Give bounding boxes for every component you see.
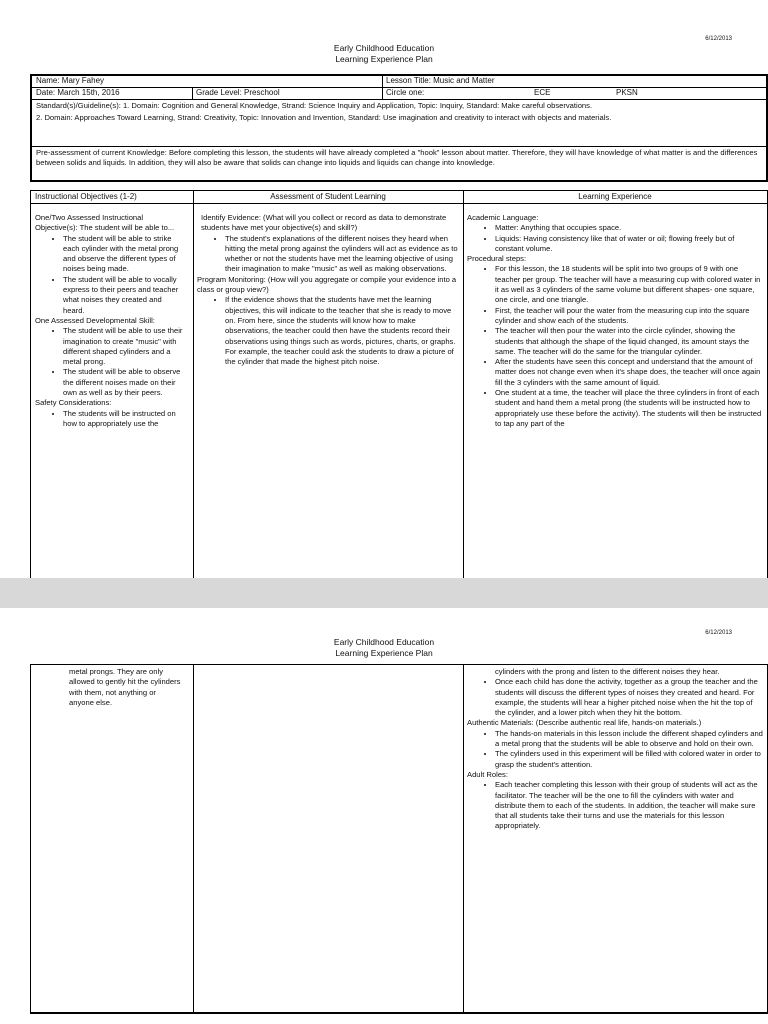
list-item: • The student will be able to observe the different noises made on their own as well as by their peers. [63,367,185,398]
page-2 [0,608,768,1024]
list-item: • The students will be instructed on how to appropriately use the [63,409,185,430]
standard-1: Standard(s)/Guideline(s): 1. Domain: Cognition and General Knowledge, Strand: Science Inquiry and Application, Topic: Inquiry, Standard: Make careful observations. [36,101,593,110]
circle-option-ece[interactable]: ECE [534,88,551,97]
developmental-skill-list [35,326,185,398]
lesson-table-continued [30,664,768,1014]
procedural-steps-list [467,677,763,718]
document-title: Early Childhood Education [333,43,435,53]
list-item: • The hands-on materials in this lesson include the different shaped cylinders and a metal prong that the students will be able to observe and hold on their own. [495,729,763,750]
lesson-table [30,190,768,578]
header-learning-experience: Learning Experience [578,192,652,201]
learning-experience-continued [467,667,763,832]
circle-option-pksn[interactable]: PKSN [616,88,638,97]
list-item: • Each teacher completing this lesson with their group of students will act as the facilitator. The teacher will be the one to fill the cylinders with water and distribute them to each of the students. In addition, the teacher will make sure that all students take their turns and use the materials for this lesson appropriately. [495,780,763,831]
header-objectives: Instructional Objectives (1-2) [35,192,137,201]
list-item: • The student's explanations of the different noises they heard when hitting the metal prong against the cylinders will act as evidence as to whether or not the students have met the learning objective of using their imagination to make "music" as well as making observations. [225,234,459,275]
developmental-skill-heading: One Assessed Developmental Skill: [35,315,155,325]
procedural-continued: cylinders with the prong and listen to the different noises they hear. [495,667,720,676]
standard-2: 2. Domain: Approaches Toward Learning, Strand: Creativity, Topic: Innovation and Invention, Standard: Use imagination and creativity to interact with objects and materials. [36,113,612,123]
list-item: • The cylinders used in this experiment will be filled with colored water in order to grasp the student's attention. [495,749,763,770]
list-item: • After the students have seen this concept and understand that the amount of matter does not change even when it's shape does, the teacher will once again fill the 3 cylinders with the same amount of liquid. [495,357,763,388]
identify-evidence-list [197,234,459,275]
procedural-steps-heading: Procedural steps: [467,254,527,264]
date-field: Date: March 15th, 2016 [36,88,120,97]
circle-one-label: Circle one: [386,88,425,97]
standards-row [32,100,766,147]
list-item: • The teacher will then pour the water into the circle cylinder, showing the students that although the shape of the liquid changed, its amount stays the same. The teacher will do the same for the triangular cylinder. [495,326,763,357]
info-row-2 [32,88,766,100]
authentic-materials-list [467,729,763,770]
safety-continued: metal prongs. They are only allowed to gently hit the cylinders with them, not anything or anyone else. [69,667,181,707]
document-title: Early Childhood Education [333,637,435,647]
list-item: • The student will be able to vocally express to their peers and teacher what noises they created and heard. [63,275,185,316]
list-item: • The student will be able to use their imagination to create "music" with different shaped cylinders and a metal prong. [63,326,185,367]
list-item: • Once each child has done the activity, together as a group the teacher and the students will discuss the different types of noises they created and heard. For example, the students will hear a higher pitched noise when the hit the top of the cylinder, and a lower pitch when they hit the bottom. [495,677,763,718]
grade-level-field: Grade Level: Preschool [196,88,280,97]
academic-language-list [467,223,763,254]
preassessment-field: Pre-assessment of current Knowledge: Before completing this lesson, the students will have already completed a "hook" lesson about matter. Therefore, they will have knowledge of what matter is and the differences between solids and liquids. In addition, they will also be aware that solids can change into liquids and liquids can change into knowledge. [36,148,758,168]
document-subtitle: Learning Experience Plan [335,54,433,64]
header-assessment: Assessment of Student Learning [270,192,386,201]
assessment-column [197,213,459,367]
authentic-materials-heading: Authentic Materials: (Describe authentic real life, hands-on materials.) [467,718,702,728]
assessed-objective-heading: One/Two Assessed Instructional Objective(s): The student will be able to... [35,213,175,233]
info-row-1 [32,76,766,88]
lesson-title-field: Lesson Title: Music and Matter [386,76,495,85]
list-item: • The student will be able to strike each cylinder with the metal prong and observe the different types of noises being made. [63,234,185,275]
identify-evidence-heading: Identify Evidence: (What will you collect or record as data to demonstrate students have met your objective(s) and skill?) [201,213,447,233]
list-item: • One student at a time, the teacher will place the three cylinders in front of each student and hand them a metal prong (the students will be instructed how to appropriately use these before the activity). The students will then be instructed to tap any part of the [495,388,763,429]
list-item: • First, the teacher will pour the water from the measuring cup into the square cylinder and show each of the students. [495,306,763,327]
name-field: Name: Mary Fahey [36,76,105,85]
assessed-objective-list [35,234,185,316]
safety-heading: Safety Considerations: [35,398,112,408]
academic-language-heading: Academic Language: [467,213,539,222]
safety-list [35,409,185,430]
program-monitoring-heading: Program Monitoring: (How will you aggregate or compile your evidence into a class or group view?) [197,274,457,295]
list-item: • If the evidence shows that the students have met the learning objectives, this will indicate to the teacher that she is ready to move on. From here, since the students will know how to make observations, the teacher could then have the students record their observations using things such as words, pictures, charts, or graphs. For example, the teacher could ask the students to draw a picture of the cylinder that made the highest pitch noise. [225,295,459,367]
objectives-column [31,213,185,429]
column-headers [31,191,767,204]
learning-experience-column [467,213,763,429]
info-table [30,74,768,182]
page-date: 6/12/2013 [705,36,732,42]
adult-roles-heading: Adult Roles: [467,769,508,779]
adult-roles-list [467,780,763,831]
list-item: • For this lesson, the 18 students will be split into two groups of 9 with one teacher per group. The teacher will have a measuring cup with colored water in it as well as 3 cylinders of the same volume but different shapes- one square, one circle, and one triangle. [495,264,763,305]
list-item: • Matter: Anything that occupies space. [495,223,763,233]
page-date: 6/12/2013 [705,630,732,636]
program-monitoring-list [197,295,459,367]
procedural-steps-list [467,264,763,429]
document-subtitle: Learning Experience Plan [335,648,433,658]
list-item: • Liquids: Having consistency like that of water or oil; flowing freely but of constant volume. [495,234,763,255]
